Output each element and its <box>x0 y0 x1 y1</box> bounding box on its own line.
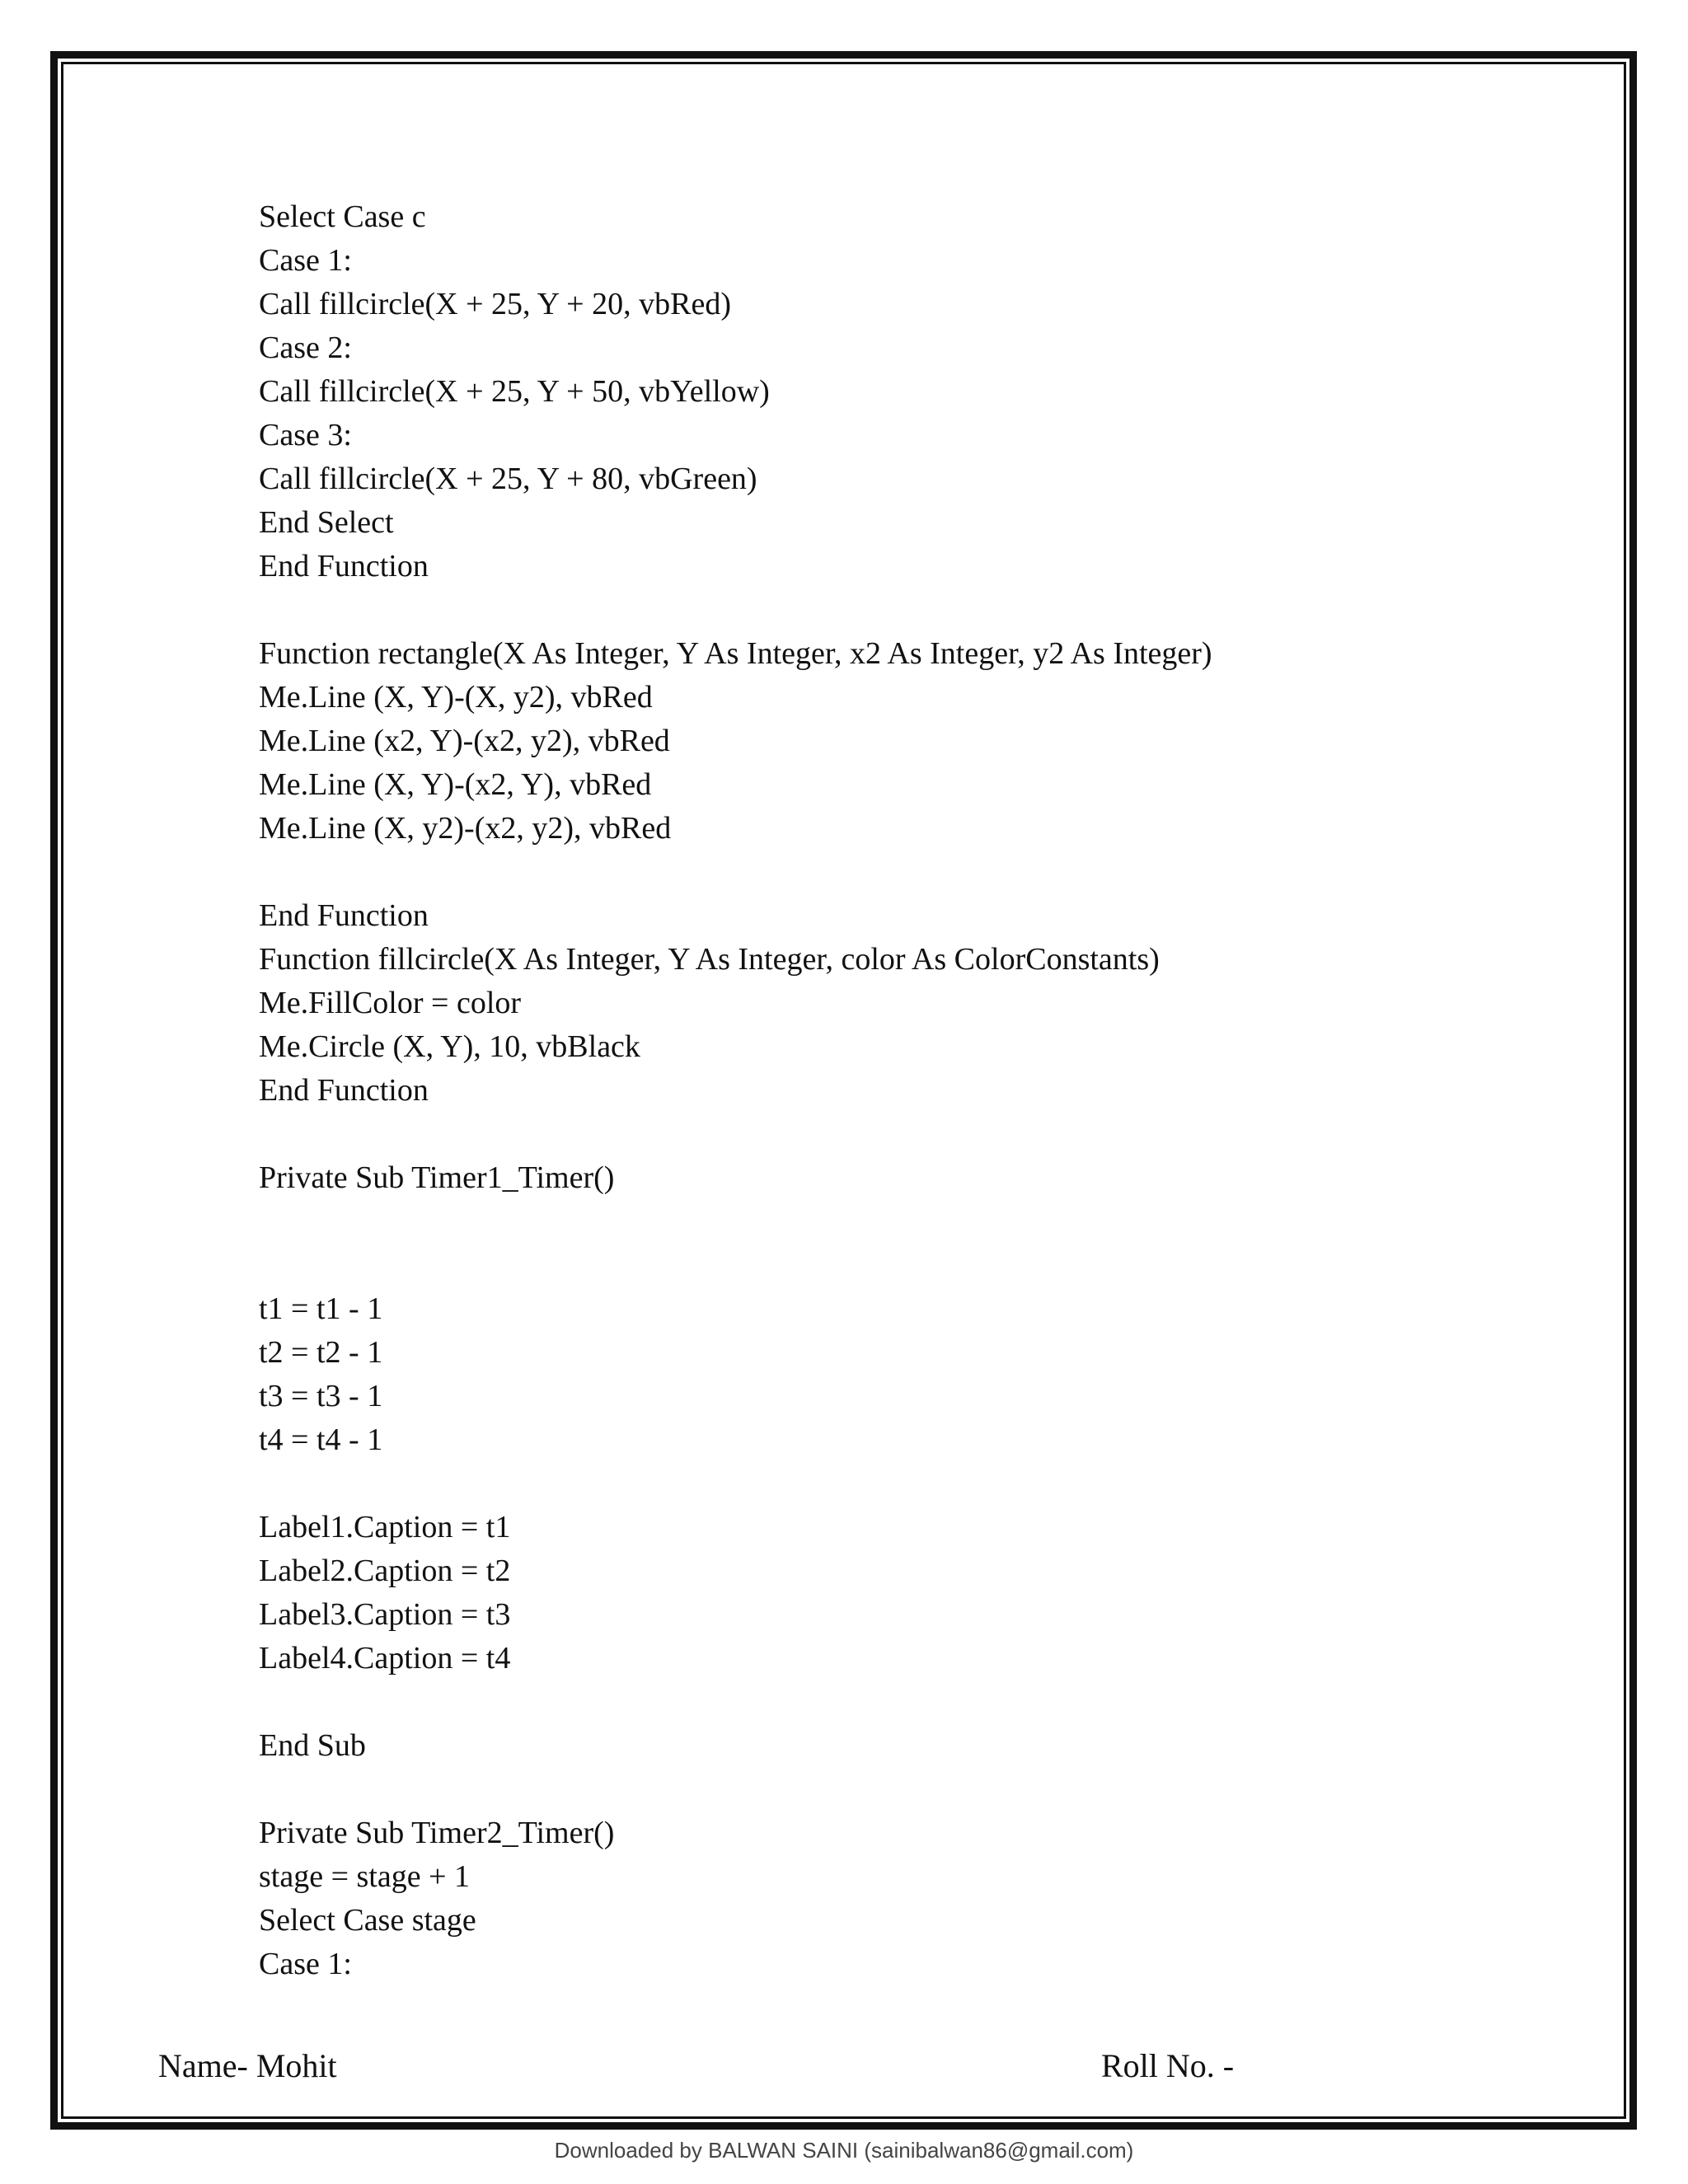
code-line: Call fillcircle(X + 25, Y + 20, vbRed) <box>259 287 731 321</box>
code-line: Function rectangle(X As Integer, Y As Integer, x2 As Integer, y2 As Integer) <box>259 636 1212 671</box>
blank-line <box>259 1768 1561 1811</box>
code-line: t2 = t2 - 1 <box>259 1335 383 1370</box>
download-watermark: Downloaded by BALWAN SAINI (sainibalwan86@gmail.com) <box>554 2138 1134 2163</box>
code-line: Function fillcircle(X As Integer, Y As Integer, color As ColorConstants) <box>259 942 1160 977</box>
roll-number: Roll No. - <box>1101 2047 1235 2084</box>
code-line: Label2.Caption = t2 <box>259 1554 511 1588</box>
code-line: Select Case stage <box>259 1903 476 1938</box>
code-line: Select Case c <box>259 199 426 234</box>
code-line: Case 3: <box>259 418 352 452</box>
code-line: t4 = t4 - 1 <box>259 1422 383 1457</box>
code-line: t3 = t3 - 1 <box>259 1379 383 1413</box>
code-line: Case 1: <box>259 1947 352 1981</box>
code-line: Me.Line (x2, Y)-(x2, y2), vbRed <box>259 724 670 758</box>
code-line: Call fillcircle(X + 25, Y + 50, vbYellow) <box>259 374 770 409</box>
code-listing <box>259 195 1561 1986</box>
code-line: End Function <box>259 1073 429 1108</box>
code-line: End Select <box>259 505 394 540</box>
code-line: t1 = t1 - 1 <box>259 1291 383 1326</box>
code-line: End Sub <box>259 1728 366 1763</box>
code-line: Private Sub Timer2_Timer() <box>259 1816 615 1850</box>
blank-line <box>259 1200 1561 1244</box>
blank-line <box>259 1113 1561 1156</box>
blank-line <box>259 588 1561 632</box>
code-line: Case 2: <box>259 330 352 365</box>
blank-line <box>259 1462 1561 1506</box>
blank-line <box>259 1680 1561 1724</box>
code-line: Me.Circle (X, Y), 10, vbBlack <box>259 1029 640 1064</box>
code-line: stage = stage + 1 <box>259 1859 471 1894</box>
code-line: End Function <box>259 898 429 933</box>
code-line: Case 1: <box>259 243 352 278</box>
student-name: Name- Mohit <box>158 2047 337 2084</box>
blank-line <box>259 1244 1561 1287</box>
code-line: End Function <box>259 549 429 583</box>
code-line: Me.FillColor = color <box>259 986 522 1020</box>
code-line: Label1.Caption = t1 <box>259 1510 511 1544</box>
code-line: Label4.Caption = t4 <box>259 1641 511 1675</box>
code-line: Private Sub Timer1_Timer() <box>259 1160 615 1195</box>
code-line: Me.Line (X, Y)-(x2, Y), vbRed <box>259 767 652 802</box>
blank-line <box>259 851 1561 894</box>
code-line: Call fillcircle(X + 25, Y + 80, vbGreen) <box>259 462 757 496</box>
code-line: Me.Line (X, y2)-(x2, y2), vbRed <box>259 811 672 846</box>
code-line: Label3.Caption = t3 <box>259 1597 511 1632</box>
code-line: Me.Line (X, Y)-(X, y2), vbRed <box>259 680 653 715</box>
